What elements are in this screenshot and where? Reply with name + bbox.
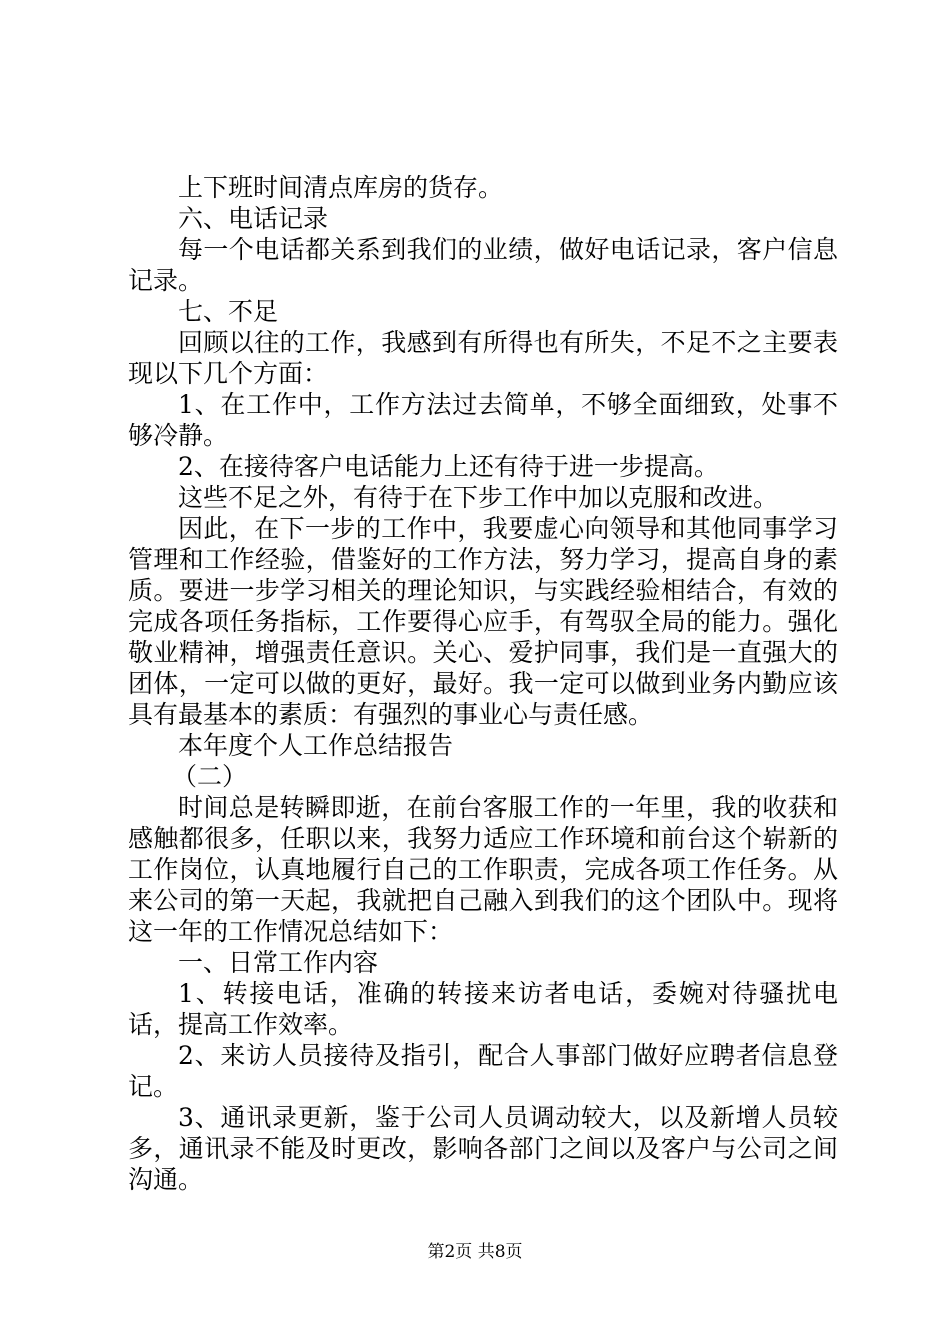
document-body <box>128 172 838 1195</box>
heading-daily-work: 一、日常工作内容 <box>178 948 379 977</box>
paragraph-phone-records: 每一个电话都关系到我们的业绩，做好电话记录，客户信息记录。 <box>128 235 838 295</box>
heading-part-two: （二） <box>172 762 248 791</box>
list-item-2: 2、在接待客户电话能力上还有待于进一步提高。 <box>178 452 719 481</box>
paragraph-improvement: 这些不足之外，有待于在下步工作中加以克服和改进。 <box>178 483 779 512</box>
paragraph-intro: 时间总是转瞬即逝，在前台客服工作的一年里，我的收获和感触都很多，任职以来，我努力适应工作环境和前台这个崭新的工作岗位，认真地履行自己的工作职责，完成各项工作任务。从来公司的第一天起，我就把自己融入到我们的这个团队中。现将这一年的工作情况总结如下： <box>128 793 838 946</box>
paragraph-inventory: 上下班时间清点库房的货存。 <box>178 173 504 202</box>
page-footer: 第2页 共8页 <box>427 1242 523 1262</box>
list-item-directory: 3、通讯录更新，鉴于公司人员调动较大，以及新增人员较多，通讯录不能及时更改，影响各部门之间以及客户与公司之间沟通。 <box>128 1103 838 1194</box>
heading-phone-records: 六、电话记录 <box>178 204 329 233</box>
list-item-1: 1、在工作中，工作方法过去简单，不够全面细致，处事不够冷静。 <box>128 390 838 450</box>
paragraph-review: 回顾以往的工作，我感到有所得也有所失，不足不之主要表现以下几个方面： <box>128 328 838 388</box>
list-item-calls: 1、转接电话，准确的转接来访者电话，委婉对待骚扰电话，提高工作效率。 <box>128 979 838 1039</box>
heading-shortcomings: 七、不足 <box>178 297 279 326</box>
paragraph-next-steps: 因此，在下一步的工作中，我要虚心向领导和其他同事学习管理和工作经验，借鉴好的工作方法，努力学习，提高自身的素质。要进一步学习相关的理论知识，与实践经验相结合，有效的完成各项任务指标，工作要得心应手，有驾驭全局的能力。强化敬业精神，增强责任意识。关心、爱护同事，我们是一直强大的团体，一定可以做的更好，最好。我一定可以做到业务内勤应该具有最基本的素质：有强烈的事业心与责任感。 <box>128 514 838 729</box>
heading-annual-report: 本年度个人工作总结报告 <box>178 731 454 760</box>
list-item-visitors: 2、来访人员接待及指引，配合人事部门做好应聘者信息登记。 <box>128 1041 838 1101</box>
